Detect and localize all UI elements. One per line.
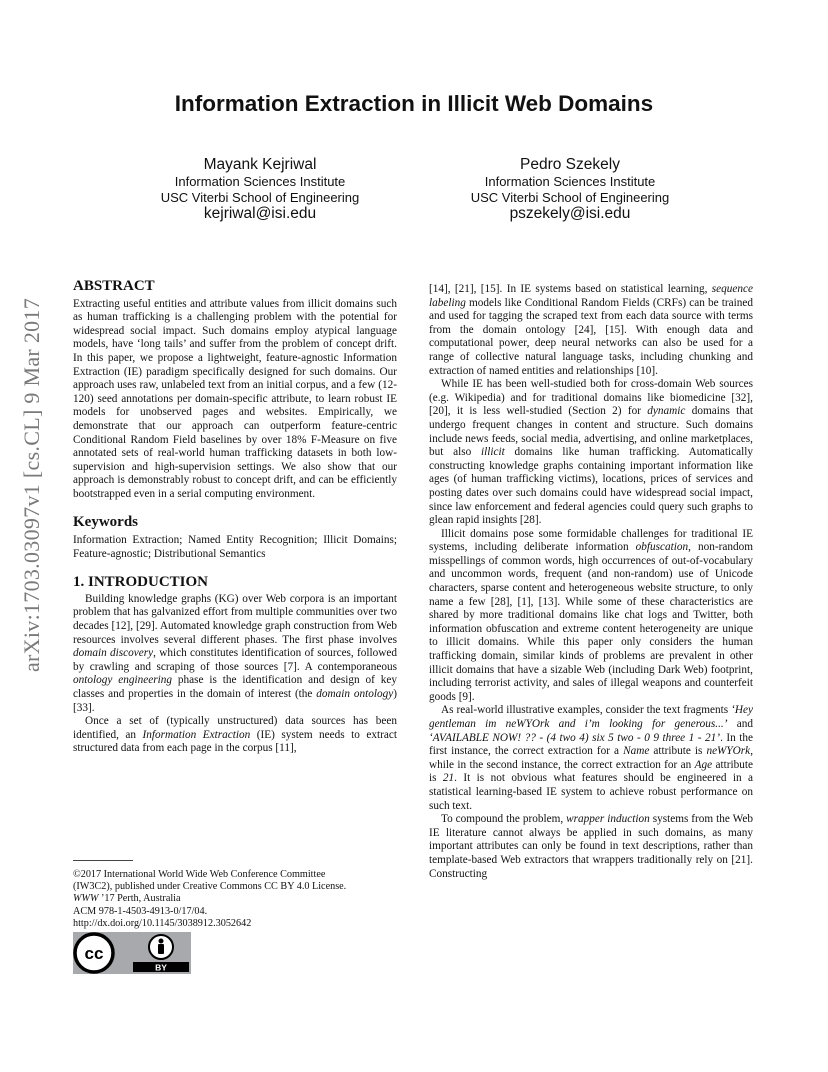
paper-title: Information Extraction in Illicit Web Domains bbox=[174, 91, 654, 116]
author-email: pszekely@isi.edu bbox=[509, 205, 631, 222]
author-name: Mayank Kejriwal bbox=[203, 156, 317, 173]
author-block bbox=[110, 156, 410, 223]
copyright-line: WWW ’17 Perth, Australia bbox=[73, 893, 181, 905]
introduction-heading: 1. INTRODUCTION bbox=[73, 574, 209, 591]
body-paragraph: As real-world illustrative examples, consider the text fragments ‘Hey gentleman im neWYOrk and i’m looking for generous...’ and ‘AVAILABLE NOW! ?? - (4 two 4) six 5 two - 0 9 three 1 - 21’. In the first instance, the correct extraction for a Name attribute is neWYOrk, while in the second instance, the correct extraction for an Age attribute is 21. It is not obvious what features should be engineered in a statistical learning-based IE system to achieve robust performance on such text. bbox=[429, 704, 753, 812]
author-affiliation: Information Sciences Institute bbox=[174, 174, 346, 189]
right-column bbox=[429, 283, 753, 881]
copyright-notice bbox=[73, 869, 397, 930]
author-email: kejriwal@isi.edu bbox=[203, 205, 317, 222]
doi-link[interactable]: http://dx.doi.org/10.1145/3038912.3052642 bbox=[73, 917, 252, 929]
body-paragraph: [14], [21], [15]. In IE systems based on statistical learning, sequence labeling models like Conditional Random Fields (CRFs) can be trained and used for tagging the scraped text from each data source with terms from the domain ontology [24], [15]. With enough data and computational power, deep neural networks can also be used for a range of collective natural language tasks, including chunking and extraction of named entities and relationships [10]. bbox=[429, 283, 753, 377]
arxiv-side-stamp: arXiv:1703.03097v1 [cs.CL] 9 Mar 2017 bbox=[19, 297, 44, 673]
author-affiliation: USC Viterbi School of Engineering bbox=[160, 189, 360, 205]
left-column bbox=[73, 280, 397, 756]
abstract-heading: ABSTRACT bbox=[73, 278, 155, 294]
footnote-rule bbox=[73, 860, 133, 861]
keywords-text: Information Extraction; Named Entity Recognition; Illicit Domains; Feature-agnostic; Distributional Semantics bbox=[73, 534, 397, 560]
cc-by-license-icon bbox=[73, 932, 191, 974]
author-affiliation: USC Viterbi School of Engineering bbox=[470, 189, 670, 205]
intro-paragraph-2: Once a set of (typically unstructured) data sources has been identified, an Information Extraction (IE) system needs to extract structured data from each page in the corpus [11], bbox=[73, 715, 397, 755]
author-name: Pedro Szekely bbox=[520, 156, 620, 173]
body-paragraph: To compound the problem, wrapper induction systems from the Web IE literature cannot always be applied in such domains, as many important attributes can only be found in text descriptions, rather than template-based Web extractors that wrappers traditionally rely on [21]. Constructing bbox=[429, 813, 753, 880]
body-paragraph: While IE has been well-studied both for cross-domain Web sources (e.g. Wikipedia) and for traditional domains like biomedicine [32], [20], it is less well-studied (Section 2) for dynamic domains that undergo frequent changes in content and structure. Such domains include news feeds, social media, advertising, and online marketplaces, but also illicit domains like human trafficking. Automatically constructing knowledge graphs containing important information like ages (of human trafficking victims), locations, prices of services and posting dates over such domains could have widespread social impact, since law enforcement and federal agencies could query such graphs to glean rapid insights [28]. bbox=[429, 378, 754, 527]
keywords-heading: Keywords bbox=[73, 513, 138, 530]
by-label: BY bbox=[155, 962, 167, 973]
abstract-text: Extracting useful entities and attribute values from illicit domains such as human trafficking is a challenging problem with the potential for widespread social impact. Such domains employ atypical language models, have ‘long tails’ and suffer from the problem of concept drift. In this paper, we propose a lightweight, feature-agnostic Information Extraction (IE) paradigm specifically designed for such domains. Our approach uses raw, unlabeled text from an initial corpus, and a few (12-120) seed annotations per domain-specific attribute, to learn robust IE models for unobserved pages and websites. Empirically, we demonstrate that our approach can outperform feature-centric Conditional Random Field baselines by over 18% F-Measure on five annotated sets of real-world human trafficking datasets in both low-supervision and high-supervision settings. We also show that our approach is demonstrably robust to concept drift, and can be efficiently bootstrapped even in a serial computing environment. bbox=[73, 297, 397, 500]
copyright-line: (IW3C2), published under Creative Commons CC BY 4.0 License. bbox=[73, 881, 347, 893]
copyright-line: ©2017 International World Wide Web Conference Committee bbox=[73, 869, 326, 880]
author-block bbox=[420, 156, 720, 223]
intro-paragraph-1: Building knowledge graphs (KG) over Web corpora is an important problem that has galvanized effort from multiple communities over two decades [12], [29]. Automated knowledge graph construction from Web resources involves several different phases. The first phase involves domain discovery, which constitutes identification of sources, followed by crawling and scraping of those sources [7]. A contemporaneous ontology engineering phase is the identification and design of key classes and properties in the domain of interest (the domain ontology) [33]. bbox=[73, 592, 398, 714]
body-paragraph: Illicit domains pose some formidable challenges for traditional IE systems, including deliberate information obfuscation, non-random misspellings of common words, high occurrences of out-of-vocabulary and uncommon words, frequent (and non-random) use of Unicode characters, sparse content and heterogeneous website structure, to only name a few [28], [1], [13]. While some of these characteristics are shared by more traditional domains like chat logs and Twitter, both information obfuscation and extreme content heterogeneity are unique to illicit domains. While this paper only considers the human trafficking domain, similar kinds of problems are prevalent in other illicit domains that have a sizable Web (including Dark Web) footprint, including terrorist activity, and sales of illegal weapons and counterfeit goods [9]. bbox=[429, 527, 753, 703]
author-affiliation: Information Sciences Institute bbox=[484, 174, 656, 189]
cc-logo-text: cc bbox=[84, 944, 104, 963]
copyright-line: ACM 978-1-4503-4913-0/17/04. bbox=[73, 905, 208, 917]
